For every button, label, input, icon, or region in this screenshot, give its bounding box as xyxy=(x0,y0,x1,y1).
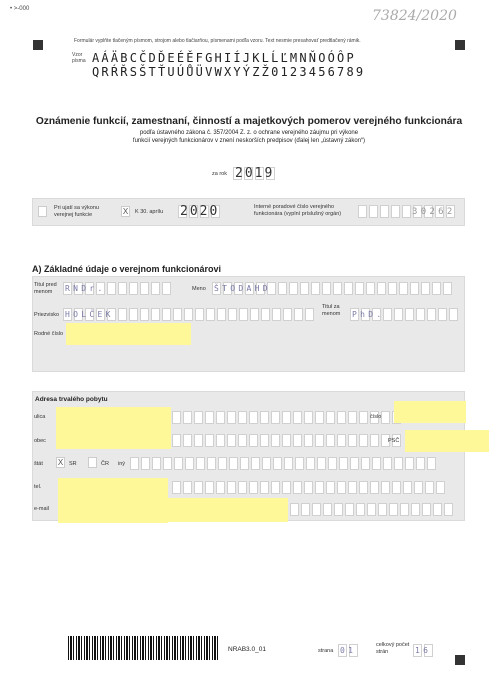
surname-value: HOLČEK xyxy=(65,310,114,319)
street-cells[interactable] xyxy=(172,411,401,424)
email-cells[interactable] xyxy=(290,503,453,516)
title-after-label: Titul za menom xyxy=(322,304,341,317)
internal-number-label: Interné poradové číslo verejného funkcionára (vyplní príslušný orgán) xyxy=(254,204,342,217)
registration-square xyxy=(455,655,465,665)
option-entry-checkbox[interactable] xyxy=(38,206,47,217)
state-other-cells[interactable] xyxy=(130,457,436,470)
option-april-label: K 30. aprílu xyxy=(135,209,164,215)
phone-label: tel. xyxy=(34,484,42,490)
redacted-birth-number xyxy=(66,323,191,345)
surname-label: Priezvisko xyxy=(34,312,60,318)
page-label: strana xyxy=(318,648,334,654)
option-april-checkbox[interactable]: X xyxy=(122,207,129,216)
house-number-label: číslo xyxy=(370,414,382,420)
city-label: obec xyxy=(34,438,46,444)
state-sr-label: SR xyxy=(69,461,77,467)
state-cr-checkbox[interactable] xyxy=(88,457,97,468)
corner-mark: • >-000 xyxy=(10,6,30,12)
street-label: ulica xyxy=(34,414,46,420)
sample-row-1: AÁÄBCČDĎEÉĚFGHIÍJKLĹĽMNŇOÓÔP xyxy=(92,51,356,65)
state-other-label: iný xyxy=(118,461,126,467)
name-label: Meno xyxy=(192,286,206,292)
subtitle-2: funkcií verejných funkcionárov v znení neskorších predpisov (ďalej len „ústavný zákon“) xyxy=(132,138,366,144)
phone-cells[interactable] xyxy=(172,481,445,494)
sample-label: Vzor písma xyxy=(72,52,86,64)
section-a-heading: A) Základné údaje o verejnom funkcionárovi xyxy=(32,264,222,274)
form-note: Formulár vyplňte tlačeným písmom, strojom alebo tlačiarňou, písmenami podľa vzoru. Text nesmie presahovať predtlačený rámik. xyxy=(74,38,361,44)
redacted-house-number xyxy=(394,401,466,423)
sample-row-2: QRŔŘSŠTŤUÚŮÜVWXYÝZŽ0123456789 xyxy=(92,65,366,79)
title-after-value: PhD. xyxy=(352,310,385,319)
name-value: ŠTODAHD xyxy=(214,284,271,293)
state-cr-label: ČR xyxy=(101,461,109,467)
title-before-value: RNDr. xyxy=(65,284,106,293)
registration-square xyxy=(33,40,43,50)
address-heading: Adresa trvalého pobytu xyxy=(35,396,108,403)
total-pages-label: celkový počet strán xyxy=(376,642,410,655)
internal-number-value: 30262 xyxy=(412,207,456,217)
option-entry-label: Pri ujatí sa výkonu verejnej funkcie xyxy=(54,205,99,218)
page-value: 01 xyxy=(340,646,357,655)
year-value: 2019 xyxy=(235,166,275,181)
redacted-street-city xyxy=(56,407,171,449)
total-pages-value: 16 xyxy=(415,646,432,655)
state-sr-checkbox[interactable]: X xyxy=(57,458,64,467)
redacted-email xyxy=(168,498,288,522)
form-code: NRAB3.0_01 xyxy=(228,646,266,653)
redacted-postal-code xyxy=(405,430,489,452)
redacted-phone xyxy=(58,478,168,523)
year-label: za rok xyxy=(212,171,227,177)
page-title: Oznámenie funkcií, zamestnaní, činností a majetkových pomerov verejného funkcionára xyxy=(35,116,463,127)
email-label: e-mail xyxy=(34,506,49,512)
handwritten-reference: 73824/2020 xyxy=(372,8,457,24)
subtitle-1: podľa ústavného zákona č. 357/2004 Z. z. o ochrane verejného záujmu pri výkone xyxy=(139,130,359,136)
barcode xyxy=(68,636,219,660)
postal-code-label: PSČ xyxy=(388,438,400,444)
registration-square xyxy=(455,40,465,50)
title-before-label: Titul pred menom xyxy=(34,282,57,295)
city-cells[interactable] xyxy=(172,434,401,447)
birth-number-label: Rodné číslo xyxy=(34,331,64,337)
state-label: štát xyxy=(34,461,43,467)
option-april-year: 2020 xyxy=(180,204,220,219)
